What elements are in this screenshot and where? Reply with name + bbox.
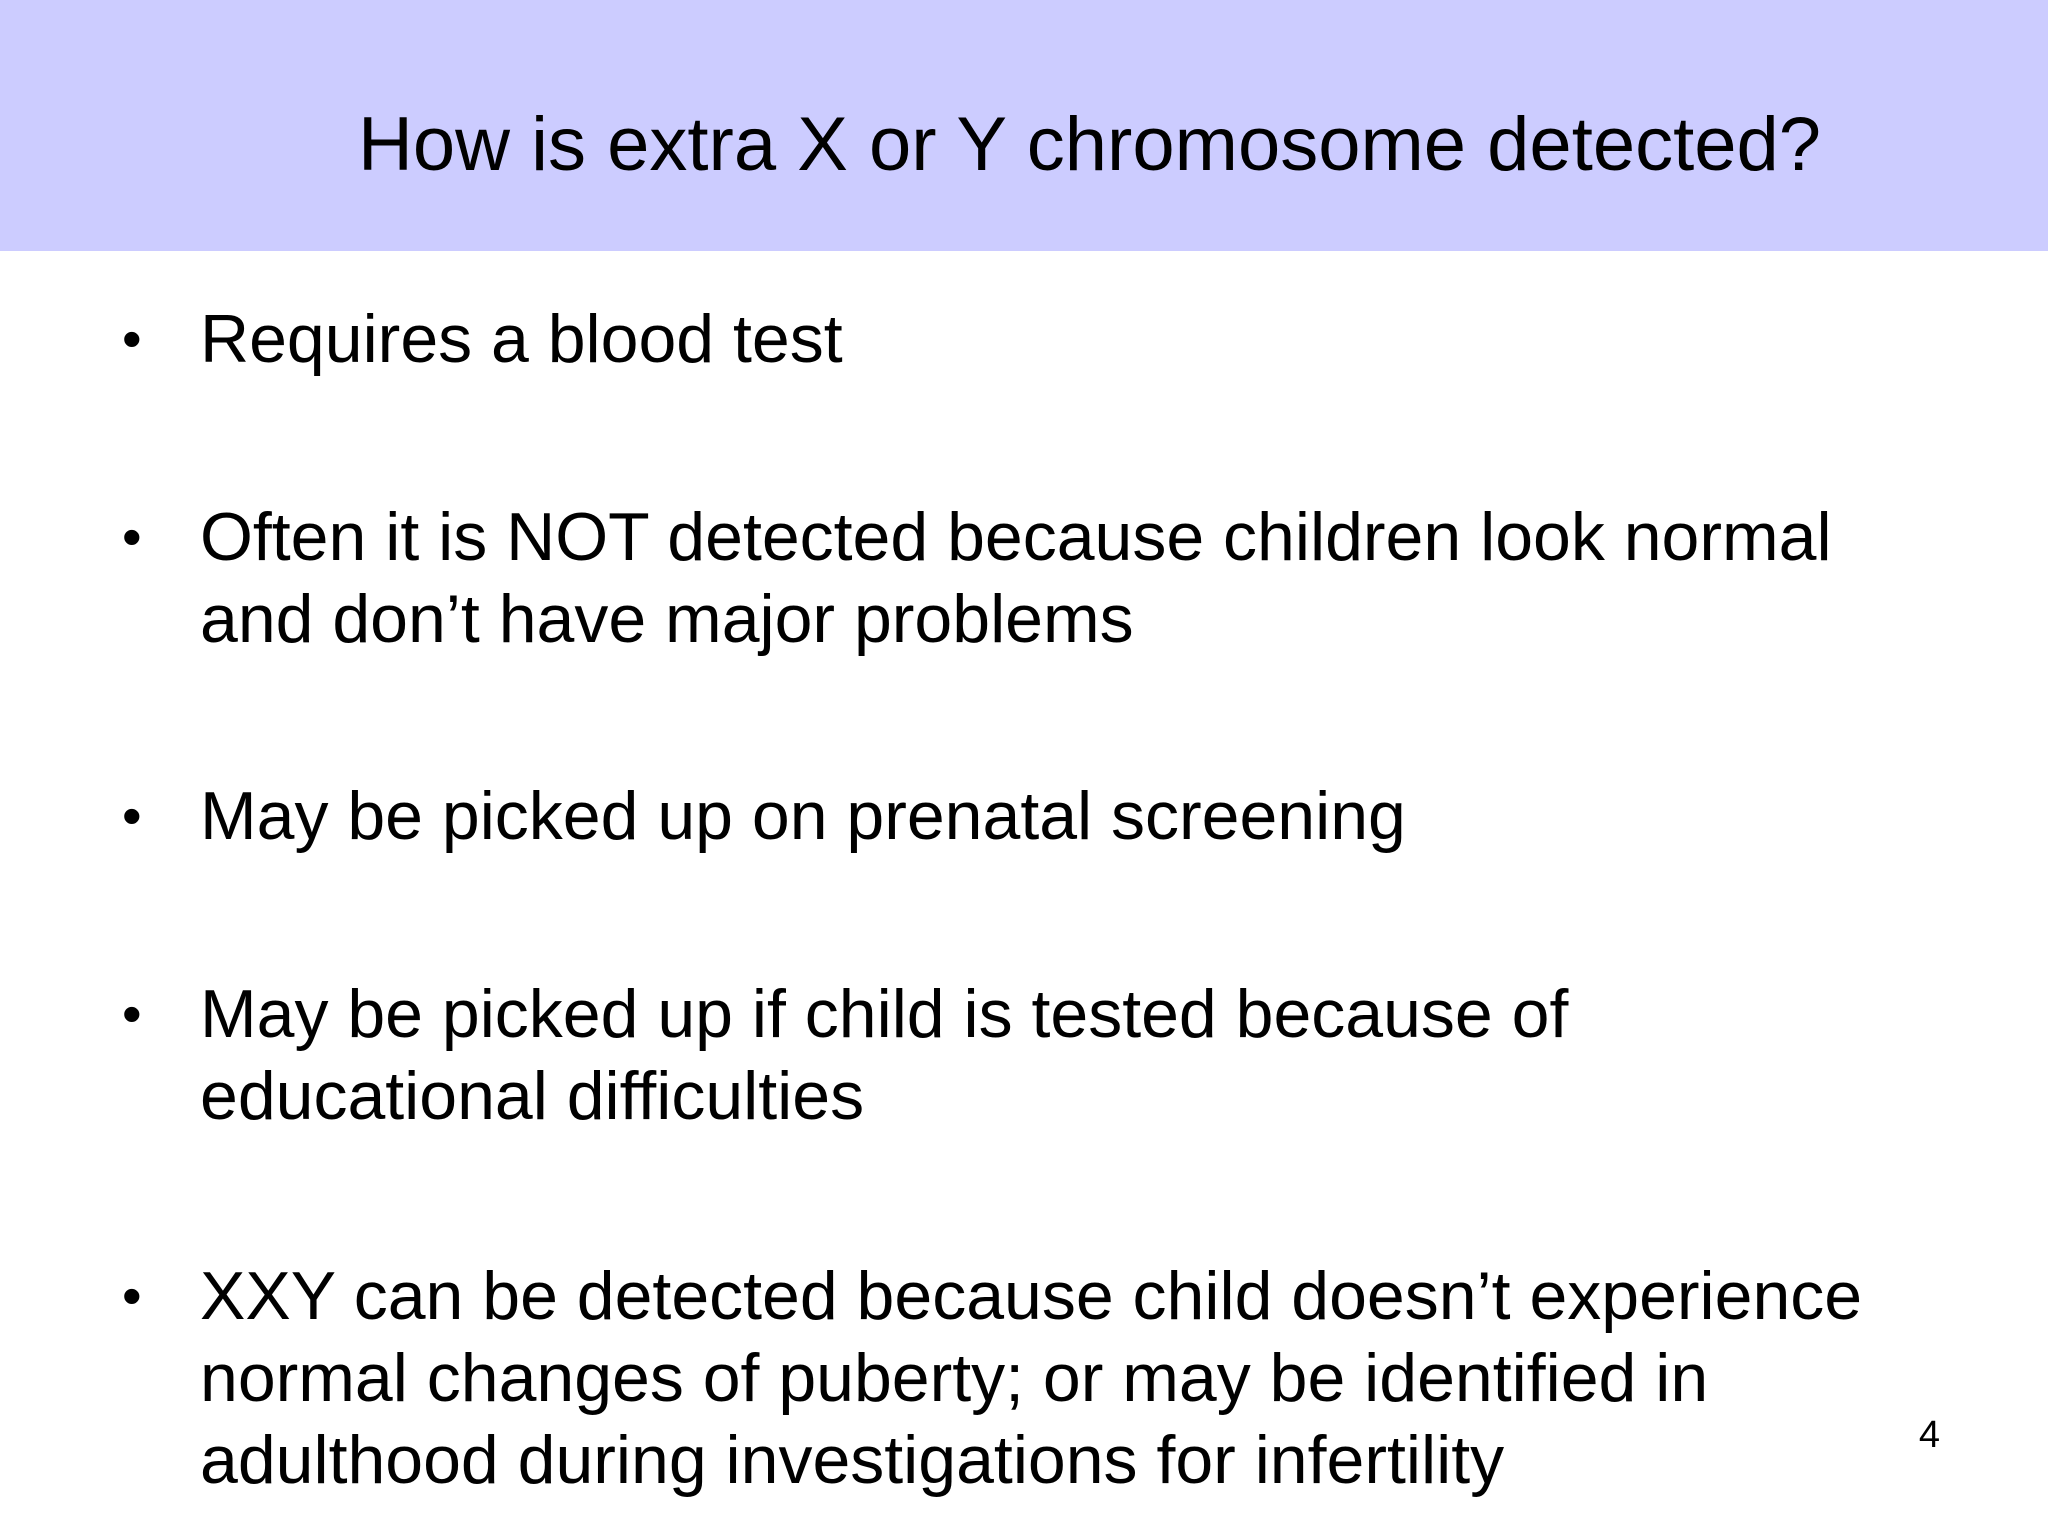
- bullet-line: Often it is NOT detected because children look normal: [200, 499, 1832, 575]
- bullet-line: May be picked up if child is tested because of: [200, 976, 1569, 1052]
- bullet-text: [200, 973, 1900, 1137]
- bullet-line: XXY can be detected because child doesn’t experience: [200, 1258, 1863, 1334]
- bullet-marker: •: [122, 307, 142, 370]
- bullet-text: [200, 298, 1900, 380]
- bullet-text: [200, 1255, 1900, 1501]
- title-band: [0, 0, 2048, 251]
- bullet-line: normal changes of puberty; or may be identified in: [200, 1340, 1709, 1416]
- bullet-text: [200, 496, 1900, 660]
- bullet-marker: •: [122, 1264, 142, 1327]
- bullet-line: adulthood during investigations for infertility: [200, 1422, 1505, 1498]
- bullet-line: and don’t have major problems: [200, 581, 1134, 657]
- bullet-line: May be picked up on prenatal screening: [200, 778, 1406, 854]
- bullet-marker: •: [122, 505, 142, 568]
- slide-title: How is extra X or Y chromosome detected?: [358, 102, 1821, 187]
- page-number: 4: [1918, 1414, 1940, 1456]
- bullet-line: educational difficulties: [200, 1058, 865, 1134]
- bullet-line: Requires a blood test: [200, 301, 843, 377]
- bullet-text: [200, 775, 1900, 857]
- bullet-marker: •: [122, 982, 142, 1045]
- bullet-marker: •: [122, 784, 142, 847]
